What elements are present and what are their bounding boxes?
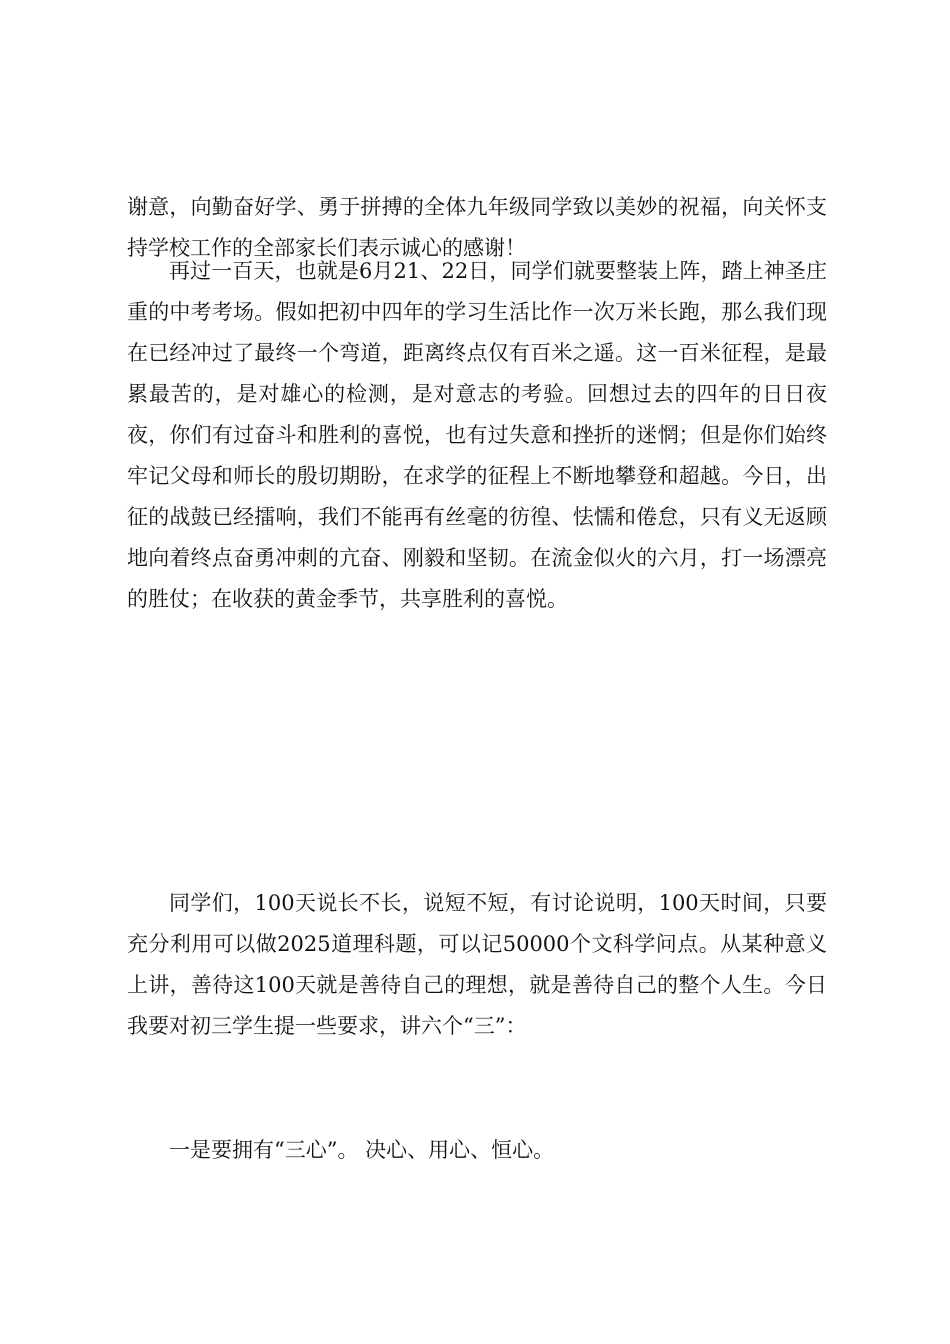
paragraph-requirements: 同学们，100天说长不长，说短不短，有讨论说明，100天时间，只要充分利用可以做2025道理科题，可以记50000个文科学问点。从某种意义上讲，善待这100天就是善待自己的理想，就是善待自己的整个人生。今日我要对初三学生提一些要求，讲六个“三”： — [127, 891, 827, 1038]
paragraph-hundred-days: 再过一百天，也就是6月21、22日，同学们就要整装上阵，踏上神圣庄重的中考考场。假如把初中四年的学习生活比作一次万米长跑，那么我们现在已经冲过了最终一个弯道，距离终点仅有百米之遥。这一百米征程，是最累最苦的，是对雄心的检测，是对意志的考验。回想过去的四年的日日夜夜，你们有过奋斗和胜利的喜悦，也有过失意和挫折的迷惘；但是你们始终牢记父母和师长的殷切期盼，在求学的征程上不断地攀登和超越。今日，出征的战鼓已经擂响，我们不能再有丝毫的彷徨、怯懦和倦怠，只有义无返顾地向着终点奋勇冲刺的亢奋、刚毅和坚韧。在流金似火的六月，打一场漂亮的胜仗；在收获的黄金季节，共享胜利的喜悦。 — [127, 259, 827, 611]
paragraph-three-hearts: 一是要拥有“三心”。 决心、用心、恒心。 — [169, 1138, 555, 1162]
paragraph-thanks: 谢意，向勤奋好学、勇于拼搏的全体九年级同学致以美妙的祝福，向关怀支持学校工作的全部家长们表示诚心的感谢！ — [127, 195, 827, 260]
